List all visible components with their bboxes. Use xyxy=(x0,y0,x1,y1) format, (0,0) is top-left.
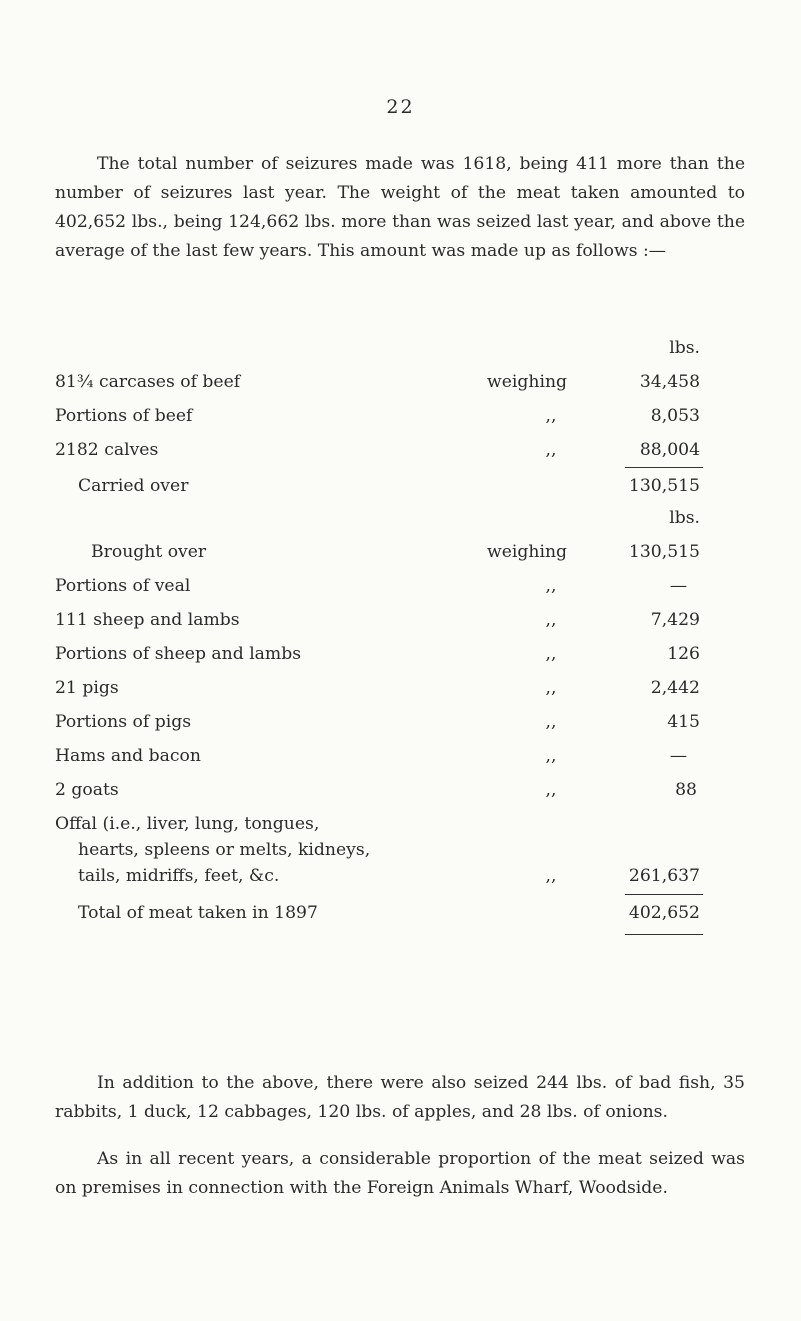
total-rule-bottom xyxy=(625,934,703,935)
total-rule-top xyxy=(625,894,703,895)
offal-row-line-1: Offal (i.e., liver, lung, tongues, xyxy=(55,814,320,834)
foreign-animals-wharf-paragraph: As in all recent years, a considerable proportion of the meat seized was on premises in connection with the Foreign Animals Wharf, Woodside. xyxy=(55,1149,745,1198)
carried-over-row: Carried over 130,515 xyxy=(78,476,700,496)
table-row: Portions of beef ,, 8,053 xyxy=(55,406,700,426)
table-row: Portions of sheep and lambs ,, 126 xyxy=(55,644,700,664)
unit-header: lbs. xyxy=(669,338,700,358)
subtotal-rule xyxy=(625,467,703,468)
unit-header: lbs. xyxy=(669,508,700,528)
table-row: 21 pigs ,, 2,442 xyxy=(55,678,700,698)
offal-row-line-2: hearts, spleens or melts, kidneys, xyxy=(78,840,371,860)
additional-seizures-paragraph: In addition to the above, there were also seized 244 lbs. of bad fish, 35 rabbits, 1 duck, 12 cabbages, 120 lbs. of apples, and 28 lbs. of onions. xyxy=(55,1073,745,1122)
table-row: 2 goats ,, 88 xyxy=(55,780,697,800)
table-row: 81¾ carcases of beef weighing 34,458 xyxy=(55,372,700,392)
table-row: 2182 calves ,, 88,004 xyxy=(55,440,700,460)
brought-over-row: Brought over weighing 130,515 xyxy=(91,542,700,562)
table-row: Portions of pigs ,, 415 xyxy=(55,712,700,732)
table-row: 111 sheep and lambs ,, 7,429 xyxy=(55,610,700,630)
page-number: 22 xyxy=(386,96,415,118)
grand-total-row: Total of meat taken in 1897 402,652 xyxy=(78,903,700,923)
intro-paragraph: The total number of seizures made was 1618, being 411 more than the number of seizures last year. The weight of the meat taken amounted to 402,652 lbs., being 124,662 lbs. more than was seized last year, and above the average of the last few years. This amount was made up as follows :— xyxy=(55,154,745,261)
table-row: Hams and bacon ,, — xyxy=(55,746,687,766)
offal-row-line-3: tails, midriffs, feet, &c. ,, 261,637 xyxy=(78,866,700,886)
table-row: Portions of veal ,, — xyxy=(55,576,687,596)
